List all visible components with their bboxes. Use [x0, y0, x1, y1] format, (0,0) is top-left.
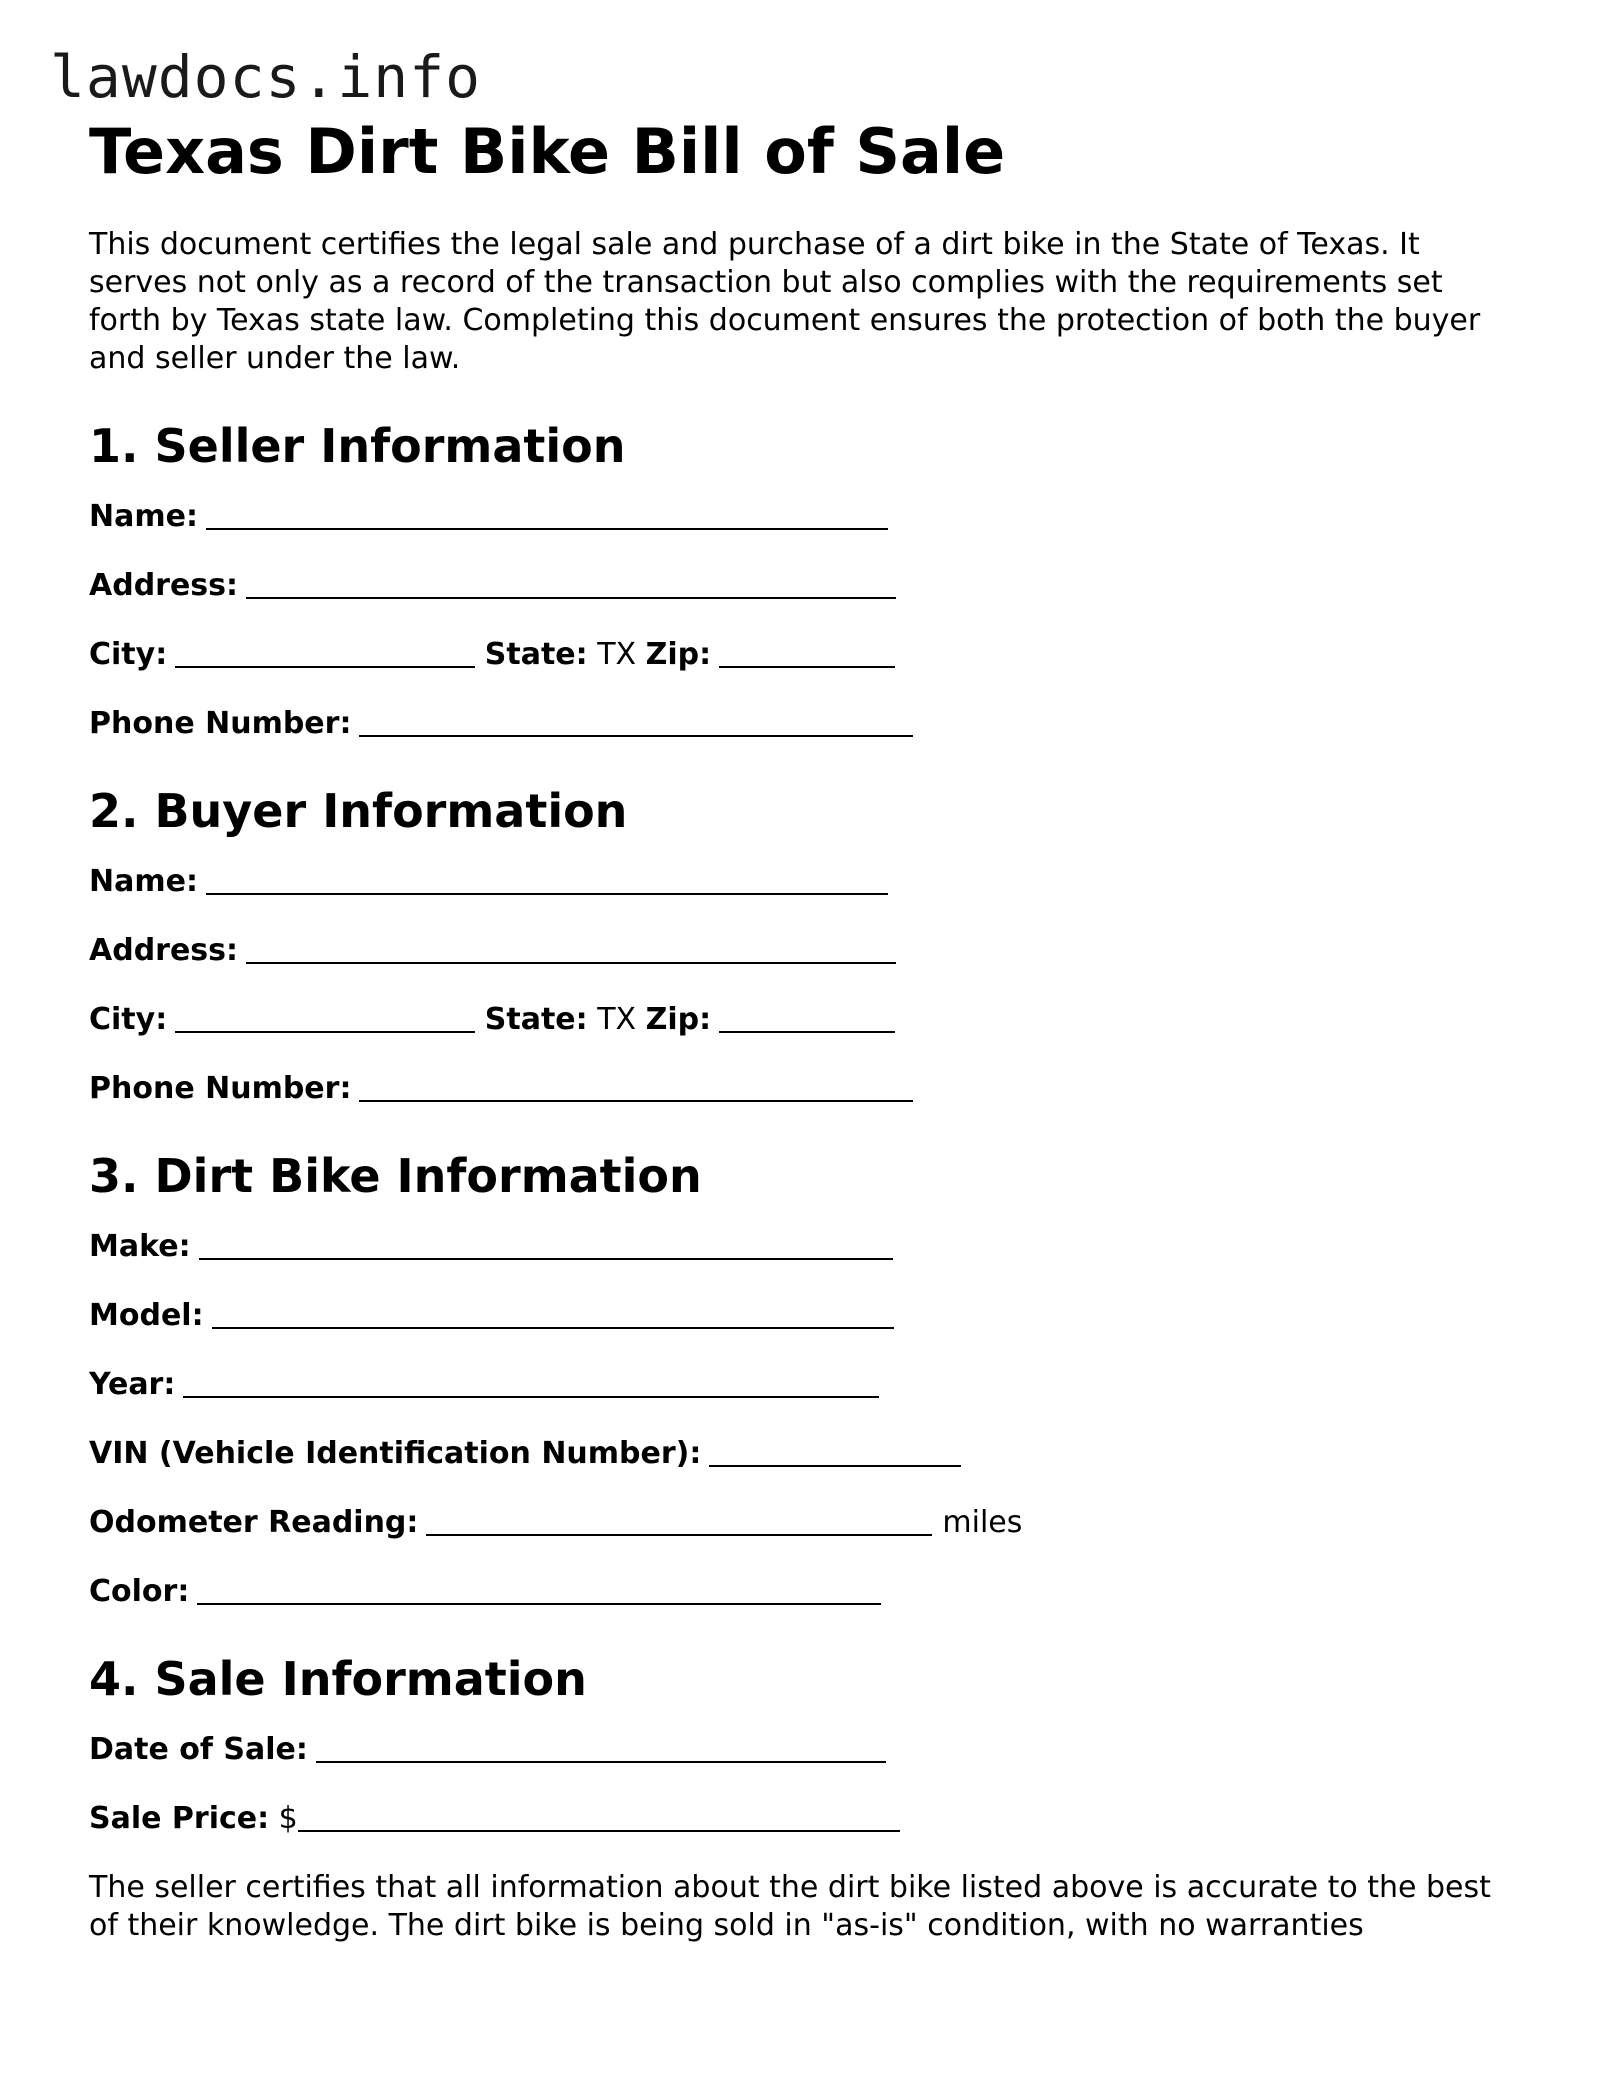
sale-price-label: Sale Price: — [89, 1801, 270, 1836]
seller-state-value: TX — [597, 637, 637, 672]
seller-city-field[interactable] — [175, 636, 475, 668]
seller-phone-field[interactable] — [359, 705, 913, 737]
buyer-phone-field[interactable] — [359, 1070, 913, 1102]
bike-vin-field[interactable] — [709, 1435, 961, 1467]
document-title: Texas Dirt Bike Bill of Sale — [89, 115, 1006, 188]
buyer-address-row — [89, 932, 1519, 970]
bike-year-label: Year: — [89, 1367, 176, 1402]
bike-section — [89, 1146, 1519, 1611]
bike-color-label: Color: — [89, 1574, 190, 1609]
bike-color-field[interactable] — [197, 1573, 881, 1605]
intro-paragraph: This document certifies the legal sale and purchase of a dirt bike in the State of Texas. It serves not only as a record of the transaction but also complies with the requirements set forth by Texas state law. Completing this document ensures the protection of both the buyer and seller under the law. — [89, 227, 1481, 376]
seller-address-row — [89, 567, 1519, 605]
sale-price-field[interactable] — [298, 1800, 900, 1832]
sale-heading: 4. Sale Information — [89, 1652, 587, 1706]
certification-paragraph: The seller certifies that all information about the dirt bike listed above is accurate to the best of their knowledge. The dirt bike is being sold in "as-is" condition, with no warranties — [89, 1870, 1491, 1943]
buyer-zip-label: Zip: — [645, 1002, 712, 1037]
seller-city-row — [89, 636, 1519, 674]
bike-model-row — [89, 1297, 1519, 1335]
bike-model-field[interactable] — [212, 1297, 894, 1329]
buyer-name-label: Name: — [89, 864, 198, 899]
buyer-zip-field[interactable] — [719, 1001, 895, 1033]
site-watermark: lawdocs.info — [50, 43, 482, 111]
bike-odometer-field[interactable] — [426, 1504, 932, 1536]
currency-symbol: $ — [278, 1801, 298, 1836]
buyer-address-field[interactable] — [246, 932, 896, 964]
bike-year-field[interactable] — [183, 1366, 879, 1398]
seller-section — [89, 416, 1519, 743]
bike-heading: 3. Dirt Bike Information — [89, 1149, 702, 1203]
bike-color-row — [89, 1573, 1519, 1611]
sale-price-row — [89, 1800, 1519, 1838]
seller-state-label: State: — [484, 637, 588, 672]
seller-name-field[interactable] — [206, 498, 888, 530]
document-body — [89, 112, 1519, 1945]
sale-date-row — [89, 1731, 1519, 1769]
buyer-name-row — [89, 863, 1519, 901]
bike-vin-label: VIN (Vehicle Identification Number): — [89, 1436, 702, 1471]
seller-zip-field[interactable] — [719, 636, 895, 668]
buyer-phone-row — [89, 1070, 1519, 1108]
seller-phone-row — [89, 705, 1519, 743]
buyer-state-label: State: — [484, 1002, 588, 1037]
buyer-section — [89, 781, 1519, 1108]
bike-make-field[interactable] — [199, 1228, 893, 1260]
seller-name-label: Name: — [89, 499, 198, 534]
sale-date-field[interactable] — [316, 1731, 886, 1763]
buyer-phone-label: Phone Number: — [89, 1071, 352, 1106]
bike-odometer-label: Odometer Reading: — [89, 1505, 419, 1540]
sale-date-label: Date of Sale: — [89, 1732, 308, 1767]
bike-make-row — [89, 1228, 1519, 1266]
bike-odometer-unit: miles — [942, 1505, 1023, 1540]
seller-city-label: City: — [89, 637, 168, 672]
bike-year-row — [89, 1366, 1519, 1404]
seller-address-field[interactable] — [246, 567, 896, 599]
seller-name-row — [89, 498, 1519, 536]
buyer-state-value: TX — [597, 1002, 637, 1037]
buyer-city-label: City: — [89, 1002, 168, 1037]
bike-model-label: Model: — [89, 1298, 204, 1333]
buyer-name-field[interactable] — [206, 863, 888, 895]
buyer-city-row — [89, 1001, 1519, 1039]
seller-zip-label: Zip: — [645, 637, 712, 672]
bike-odometer-row — [89, 1504, 1519, 1542]
bike-vin-row — [89, 1435, 1519, 1473]
seller-address-label: Address: — [89, 568, 239, 603]
seller-phone-label: Phone Number: — [89, 706, 352, 741]
bike-make-label: Make: — [89, 1229, 191, 1264]
sale-section — [89, 1649, 1519, 1838]
buyer-heading: 2. Buyer Information — [89, 784, 628, 838]
buyer-address-label: Address: — [89, 933, 239, 968]
seller-heading: 1. Seller Information — [89, 419, 626, 473]
buyer-city-field[interactable] — [175, 1001, 475, 1033]
